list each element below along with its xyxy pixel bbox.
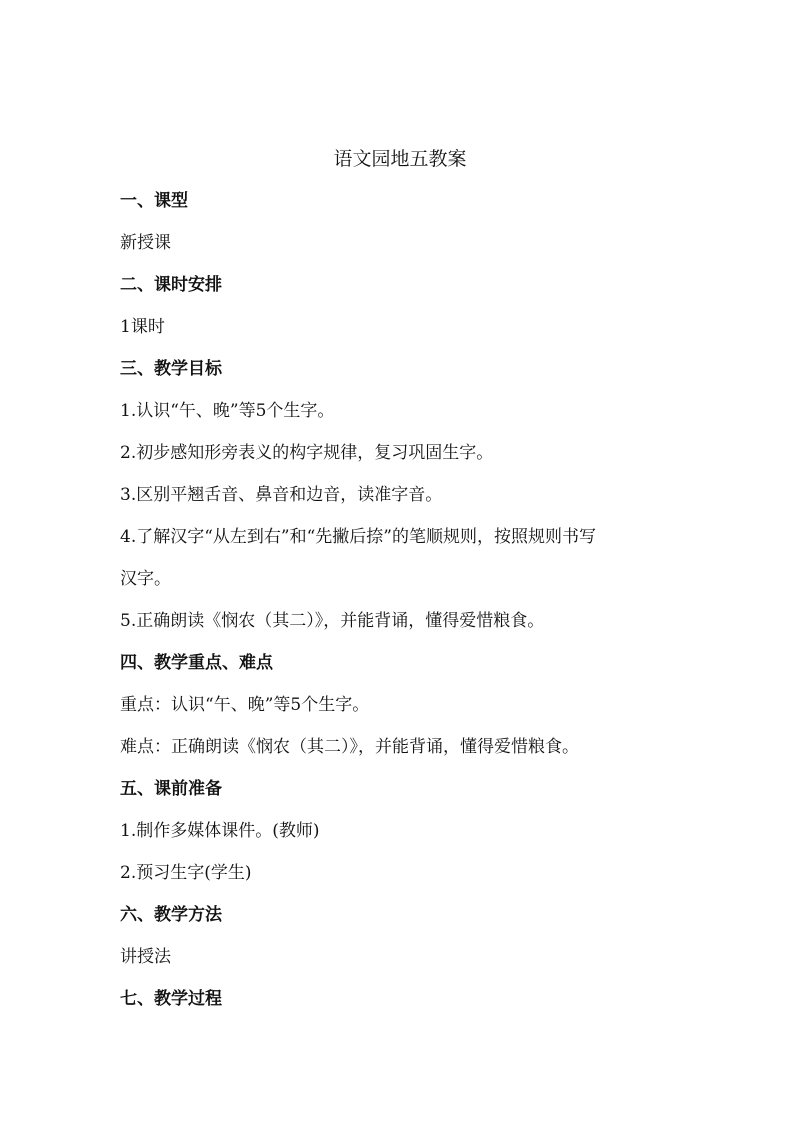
document-title: 语文园地五教案: [333, 148, 467, 170]
section-heading-preparation: 五、课前准备: [120, 779, 222, 799]
section-heading-teaching-goals: 三、教学目标: [120, 359, 222, 379]
teaching-goal-2: 2.初步感知形旁表义的构字规律，复习巩固生字。: [120, 443, 494, 463]
teaching-goal-3: 3.区别平翘舌音、鼻音和边音，读准字音。: [120, 485, 443, 505]
preparation-item-2: 2.预习生字(学生): [120, 863, 252, 883]
difficult-point-text: 难点：正确朗读《悯农（其二）》，并能背诵，懂得爱惜粮食。: [120, 737, 579, 757]
teaching-method-text: 讲授法: [120, 947, 171, 967]
lesson-type-text: 新授课: [120, 233, 171, 253]
class-hours-text: 1课时: [120, 317, 165, 337]
preparation-item-1: 1.制作多媒体课件。(教师): [120, 821, 320, 841]
teaching-goal-1: 1.认识“午、晚”等5个生字。: [120, 401, 335, 421]
document-body: [120, 144, 680, 1026]
section-heading-class-hours: 二、课时安排: [120, 275, 222, 295]
key-point-text: 重点：认识“午、晚”等5个生字。: [120, 695, 370, 715]
section-heading-teaching-method: 六、教学方法: [120, 905, 222, 925]
section-heading-lesson-type: 一、课型: [120, 191, 188, 211]
section-heading-key-points: 四、教学重点、难点: [120, 653, 273, 673]
teaching-goal-4-continued: 汉字。: [120, 569, 171, 589]
section-heading-teaching-process: 七、教学过程: [120, 989, 222, 1009]
teaching-goal-5: 5.正确朗读《悯农（其二）》，并能背诵，懂得爱惜粮食。: [120, 611, 545, 631]
teaching-goal-4: 4.了解汉字“从左到右”和“先撇后捺”的笔顺规则，按照规则书写: [120, 527, 596, 547]
